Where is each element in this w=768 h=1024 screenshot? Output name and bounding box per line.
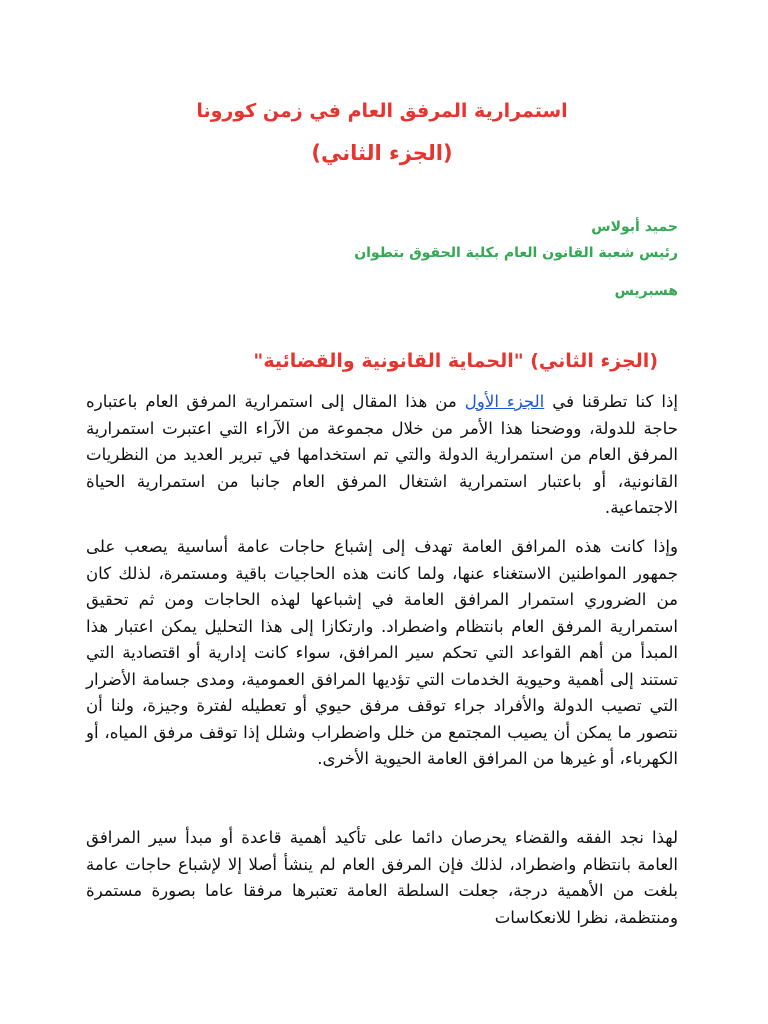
paragraph-3: لهذا نجد الفقه والقضاء يحرصان دائما على تأكيد أهمية قاعدة أو مبدأ سير المرافق العامة بانتظام واضطراد، لذلك فإن المرفق العام لم ينشأ أصلا إلا لإشباع حاجات عامة بلغت من الأهمية درجة، جعلت السلطة العامة تعتبرها مرفقا عاما بصورة مستمرة ومنتظمة، نظرا للانعكاسات <box>86 828 678 927</box>
part-one-link[interactable]: الجزء الأول <box>464 392 545 411</box>
article-subtitle: (الجزء الثاني) <box>311 141 453 165</box>
author-affiliation: رئيس شعبة القانون العام بكلية الحقوق بتطوان <box>354 245 678 261</box>
paragraph-1-start: إذا كنا تطرقنا في <box>544 392 678 411</box>
article-title: استمرارية المرفق العام في زمن كورونا <box>196 100 568 122</box>
author-name: حميد أبولاس <box>591 219 678 235</box>
paragraph-2: وإذا كانت هذه المرافق العامة تهدف إلى إشباع حاجات عامة أساسية يصعب على جمهور المواطنين الاستغناء عنها، ولما كانت هذه الحاجيات باقية ومستمرة، لذلك كان من الضروري استمرار المرافق العامة في إشباعها لهذه الحاجات ومن ثم تحقيق استمرارية المرفق العام بانتظام واضطراد. وارتكازا إلى هذا التحليل يمكن اعتبار هذا المبدأ من أهم القواعد التي تحكم سير المرافق، سواء كانت إدارية أو اقتصادية التي تستند إلى أهمية وحيوية الخدمات التي تؤديها المرافق العمومية، ومدى جسامة الأضرار التي تصيب الدولة والأفراد جراء توقف مرفق حيوي أو تعطيله لفترة وجيزة، ولنا أن نتصور ما يمكن أن يصيب المجتمع من خلل واضطراب وشلل إذا توقف مرفق المياه، أو الكهرباء، أو غيرها من المرافق العامة الحيوية الأخرى. <box>86 537 678 768</box>
paragraph-1 <box>86 389 678 522</box>
paragraph-1-rest: من هذا المقال إلى استمرارية المرفق العام باعتباره حاجة للدولة، ووضحنا هذا الأمر من خلال مجموعة من الآراء التي اعتبرت استمرارية المرفق العام من استمرارية الدولة والتي تم استخدامها في تبرير العديد من النظريات القانونية، أو باعتبار استمرارية اشتغال المرفق العام جانبا من استمرارية الحياة الاجتماعية. <box>86 392 678 517</box>
document-page <box>86 0 678 1024</box>
section-heading: (الجزء الثاني) "الحماية القانونية والقضائية" <box>253 350 658 372</box>
source-name: هسبريس <box>614 283 678 299</box>
